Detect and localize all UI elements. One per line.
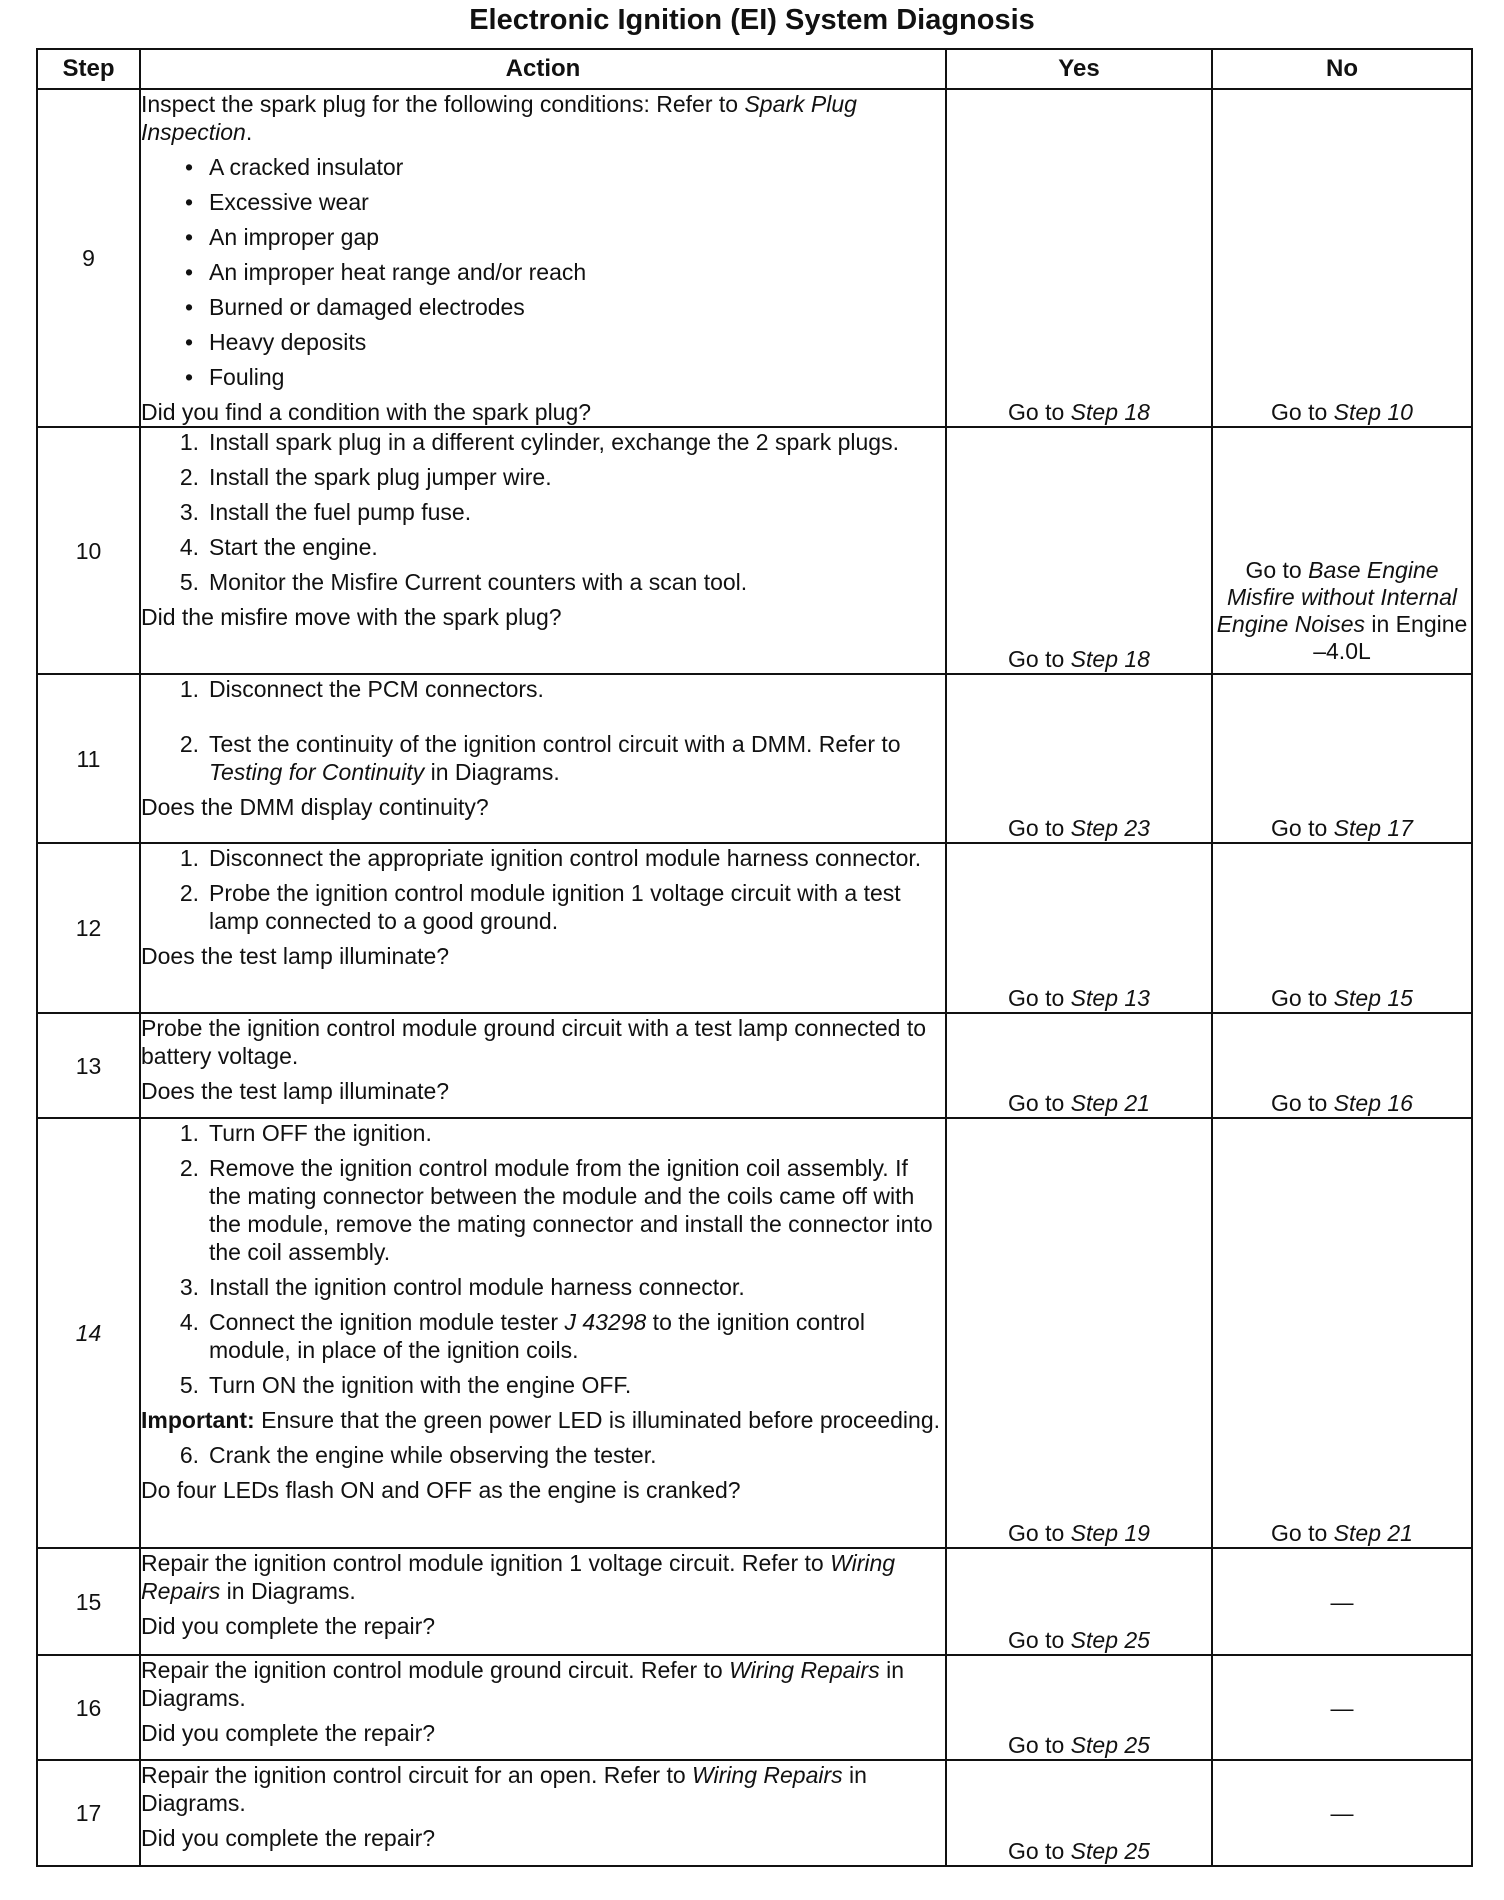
action-question: Did the misfire move with the spark plug?: [141, 604, 562, 630]
bullet-item: • Excessive wear: [185, 189, 369, 215]
no-cell: Go to Base Engine Misfire without Internal Engine Noises in Engine –4.0L: [1212, 427, 1472, 674]
step-link[interactable]: Step 21: [1070, 1090, 1150, 1116]
tool-reference: J 43298: [564, 1309, 647, 1335]
yes-cell: Go to Step 25: [946, 1548, 1212, 1655]
action-cell: [140, 843, 946, 1013]
action-cell: [140, 1013, 946, 1118]
action-cell: [140, 1760, 946, 1866]
numbered-item: 4. Start the engine.: [179, 534, 378, 560]
no-cell: Go to Step 17: [1212, 674, 1472, 843]
step-link[interactable]: Step 23: [1070, 815, 1150, 841]
no-cell: —: [1212, 1548, 1472, 1655]
no-cell: —: [1212, 1655, 1472, 1760]
action-text: Repair the ignition control circuit for an open. Refer to Wiring Repairs in Diagrams.: [141, 1762, 867, 1816]
numbered-item: 2. Test the continuity of the ignition control circuit with a DMM. Refer to Testing for Continuity in Diagrams.: [179, 731, 901, 785]
table-row: [37, 1655, 1472, 1760]
numbered-item: 2. Remove the ignition control module from the ignition coil assembly. If the mating connector between the module and the coils came off with the module, remove the mating connector and install the connector into the coil assembly.: [179, 1155, 933, 1265]
reference-link: Wiring Repairs: [729, 1657, 880, 1683]
numbered-item: 1. Disconnect the appropriate ignition control module harness connector.: [179, 845, 922, 871]
action-question: Did you complete the repair?: [141, 1613, 436, 1639]
important-note: Important: Ensure that the green power LED is illuminated before proceeding.: [141, 1407, 941, 1433]
table-row: [37, 427, 1472, 674]
step-link[interactable]: Step 19: [1070, 1520, 1150, 1546]
step-number: 10: [37, 427, 140, 674]
step-number: 17: [37, 1760, 140, 1866]
no-cell: Go to Step 10: [1212, 89, 1472, 427]
numbered-item: 1. Disconnect the PCM connectors.: [179, 676, 544, 702]
step-link[interactable]: Step 13: [1070, 985, 1150, 1011]
step-link[interactable]: Step 25: [1070, 1627, 1150, 1653]
action-cell: [140, 89, 946, 427]
table-row: [37, 89, 1472, 427]
action-question: Does the test lamp illuminate?: [141, 943, 450, 969]
table-row: [37, 1760, 1472, 1866]
step-link[interactable]: Step 25: [1070, 1838, 1150, 1864]
numbered-item: 4. Connect the ignition module tester J 43298 to the ignition control module, in place of the ignition coils.: [179, 1309, 865, 1363]
bullet-item: • An improper heat range and/or reach: [185, 259, 587, 285]
reference-link[interactable]: Base Engine Misfire without Internal Engine Noises: [1216, 557, 1458, 637]
yes-cell: Go to Step 18: [946, 89, 1212, 427]
bullet-item: • A cracked insulator: [185, 154, 404, 180]
action-cell: [140, 1118, 946, 1548]
table-row: [37, 674, 1472, 843]
table-row: [37, 1118, 1472, 1548]
numbered-item: 2. Probe the ignition control module ignition 1 voltage circuit with a test lamp connected to a good ground.: [179, 880, 901, 934]
no-cell: Go to Step 21: [1212, 1118, 1472, 1548]
reference-link: Testing for Continuity: [209, 759, 425, 785]
numbered-item: 5. Turn ON the ignition with the engine OFF.: [179, 1372, 632, 1398]
step-link[interactable]: Step 17: [1333, 815, 1413, 841]
action-question: Do four LEDs flash ON and OFF as the engine is cranked?: [141, 1477, 741, 1503]
numbered-item: 1. Install spark plug in a different cylinder, exchange the 2 spark plugs.: [179, 429, 899, 455]
diagnosis-table: [36, 48, 1473, 1867]
action-question: Does the DMM display continuity?: [141, 794, 489, 820]
step-number: 13: [37, 1013, 140, 1118]
action-cell: [140, 674, 946, 843]
action-intro: Inspect the spark plug for the following conditions: Refer to Spark Plug Inspection.: [141, 91, 857, 145]
bullet-item: • Burned or damaged electrodes: [185, 294, 525, 320]
bullet-item: • Heavy deposits: [185, 329, 367, 355]
step-link[interactable]: Step 18: [1070, 399, 1150, 425]
step-number: 12: [37, 843, 140, 1013]
action-text: Probe the ignition control module ground circuit with a test lamp connected to battery voltage.: [141, 1015, 926, 1069]
reference-link: Spark Plug Inspection: [141, 91, 857, 145]
step-link[interactable]: Step 25: [1070, 1732, 1150, 1758]
action-question: Did you find a condition with the spark plug?: [141, 399, 592, 425]
step-number: 15: [37, 1548, 140, 1655]
step-link[interactable]: Step 16: [1333, 1090, 1413, 1116]
table-row: [37, 1013, 1472, 1118]
action-question: Does the test lamp illuminate?: [141, 1078, 450, 1104]
reference-link: Wiring Repairs: [692, 1762, 843, 1788]
step-number: 14: [37, 1118, 140, 1548]
yes-cell: Go to Step 13: [946, 843, 1212, 1013]
action-question: Did you complete the repair?: [141, 1825, 436, 1851]
yes-cell: Go to Step 23: [946, 674, 1212, 843]
numbered-item: 3. Install the ignition control module harness connector.: [179, 1274, 745, 1300]
yes-cell: Go to Step 25: [946, 1760, 1212, 1866]
table-row: [37, 843, 1472, 1013]
header-action: Action: [140, 49, 946, 89]
yes-cell: Go to Step 21: [946, 1013, 1212, 1118]
step-number: 16: [37, 1655, 140, 1760]
step-number: 9: [37, 89, 140, 427]
page-title: Electronic Ignition (EI) System Diagnosis: [469, 4, 1035, 36]
step-number: 11: [37, 674, 140, 843]
action-text: Repair the ignition control module ignition 1 voltage circuit. Refer to Wiring Repairs in Diagrams.: [141, 1550, 896, 1604]
numbered-item: 6. Crank the engine while observing the tester.: [179, 1442, 657, 1468]
no-cell: Go to Step 15: [1212, 843, 1472, 1013]
table-row: [37, 1548, 1472, 1655]
bullet-item: • Fouling: [185, 364, 285, 390]
action-text: Repair the ignition control module ground circuit. Refer to Wiring Repairs in Diagrams.: [141, 1657, 905, 1711]
action-cell: [140, 427, 946, 674]
action-question: Did you complete the repair?: [141, 1720, 436, 1746]
step-link[interactable]: Step 15: [1333, 985, 1413, 1011]
numbered-item: 5. Monitor the Misfire Current counters with a scan tool.: [179, 569, 748, 595]
header-no: No: [1212, 49, 1472, 89]
header-yes: Yes: [946, 49, 1212, 89]
numbered-item: 2. Install the spark plug jumper wire.: [179, 464, 552, 490]
action-cell: [140, 1655, 946, 1760]
reference-link: Wiring Repairs: [141, 1550, 896, 1604]
yes-cell: Go to Step 25: [946, 1655, 1212, 1760]
step-link[interactable]: Step 10: [1333, 399, 1413, 425]
yes-cell: Go to Step 19: [946, 1118, 1212, 1548]
numbered-item: 1. Turn OFF the ignition.: [179, 1120, 432, 1146]
no-cell: Go to Step 16: [1212, 1013, 1472, 1118]
no-cell: —: [1212, 1760, 1472, 1866]
header-step: Step: [37, 49, 140, 89]
action-cell: [140, 1548, 946, 1655]
bullet-item: • An improper gap: [185, 224, 380, 250]
step-link[interactable]: Step 21: [1333, 1520, 1413, 1546]
step-link[interactable]: Step 18: [1070, 646, 1150, 672]
yes-cell: Go to Step 18: [946, 427, 1212, 674]
table-header-row: [37, 49, 1472, 89]
numbered-item: 3. Install the fuel pump fuse.: [179, 499, 472, 525]
